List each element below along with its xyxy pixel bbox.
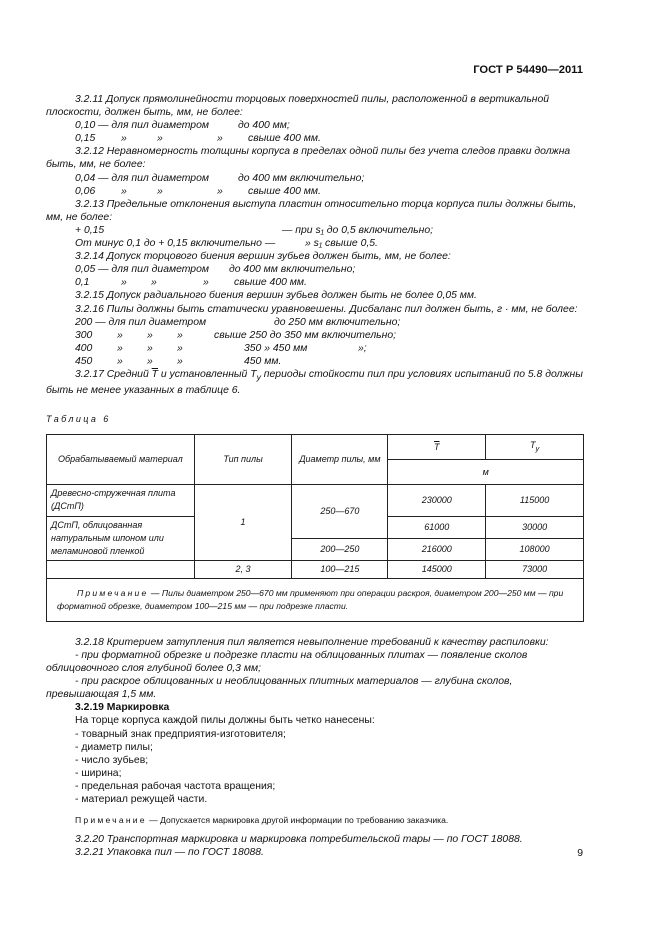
- table-row-4-Ty: 73000: [486, 560, 584, 578]
- marking-note: Примечание — Допускается маркировка другой информации по требованию заказчика.: [75, 815, 449, 826]
- clause-3-2-11-row2: 0,15 » » » свыше 400 мм.: [75, 133, 321, 145]
- table-6: [46, 434, 584, 622]
- clause-3-2-20: 3.2.20 Транспортная маркировка и маркировка потребительской тары — по ГОСТ 18088.: [75, 834, 523, 846]
- clause-3-2-19-title: 3.2.19 Маркировка: [75, 702, 170, 714]
- th-T: $\overline{T}$: [388, 435, 486, 460]
- marking-item: - ширина;: [75, 767, 122, 779]
- th-material: Обрабатываемый материал: [47, 435, 195, 485]
- table-row-4-T: 145000: [388, 560, 486, 578]
- clause-3-2-13: 3.2.13 Предельные отклонения выступа пластин относительно торца корпуса пилы должны быть, мм, не более:: [46, 198, 577, 223]
- table-diameter-200-250: 200—250: [292, 538, 388, 560]
- clause-3-2-18-bullet1: - при форматной обрезке и подрезке пласти на облицованных плитах — появление сколов облицовочного слоя глубиной более 0,3 мм;: [46, 649, 528, 675]
- marking-intro: На торце корпуса каждой пилы должны быть четко нанесены:: [75, 715, 375, 727]
- table-type-1: 1: [194, 485, 292, 560]
- clause-3-2-17: 3.2.17 Средний $\overline{T}$ и установленный $T_у$ периоды стойкости пил при условиях испытаний по 5.8 должны быть не менее указанных в таблице 6.: [46, 368, 583, 397]
- marking-item: - число зубьев;: [75, 754, 149, 766]
- table-row-2-Ty: 30000: [486, 516, 584, 538]
- table-row-3-T: 216000: [388, 538, 486, 560]
- table-row-3-Ty: 108000: [486, 538, 584, 560]
- clause-3-2-16-row3: 400 » » » 350 » 450 мм »;: [75, 342, 367, 354]
- clause-3-2-16: 3.2.16 Пилы должны быть статически уравновешены. Дисбаланс пил должен быть, г · мм, не более:: [75, 303, 578, 315]
- table-row-1-T: 230000: [388, 485, 486, 516]
- page-number: 9: [577, 848, 583, 859]
- clause-3-2-14-row2: 0,1 » » » свыше 400 мм.: [75, 277, 307, 289]
- marking-item: - диаметр пилы;: [75, 741, 153, 753]
- document-header: ГОСТ Р 54490—2011: [473, 64, 583, 76]
- clause-3-2-16-row4: 450 » » » 450 мм.: [75, 355, 282, 367]
- clause-3-2-14-row1: 0,05 — для пил диаметром до 400 мм включительно;: [75, 264, 356, 276]
- clause-3-2-13-row1: + 0,15 — при s₁ до 0,5 включительно;: [75, 224, 434, 236]
- marking-item: - предельная рабочая частота вращения;: [75, 780, 276, 792]
- clause-3-2-12-row2: 0,06 » » » свыше 400 мм.: [75, 185, 321, 197]
- clause-3-2-13-row2: От минус 0,1 до + 0,15 включительно — » s₁ свыше 0,5.: [75, 238, 378, 250]
- table-row-2-material: ДСтП, облицованная натуральным шпоном или меламиновой пленкой: [47, 516, 195, 560]
- table-type-2-3: 2, 3: [194, 560, 292, 578]
- table-diameter-250-670: 250—670: [292, 485, 388, 538]
- clause-3-2-16-row2: 300 » » » свыше 250 до 350 мм включительно;: [75, 329, 397, 341]
- clause-3-2-18-bullet2: - при раскрое облицованных и необлицованных плитных материалов — глубина сколов, превышающая 1,5 мм.: [46, 676, 513, 701]
- clause-3-2-21: 3.2.21 Упаковка пил — по ГОСТ 18088.: [75, 847, 264, 859]
- table-row-1-Ty: 115000: [486, 485, 584, 516]
- table-row-2-T: 61000: [388, 516, 486, 538]
- clause-3-2-14: 3.2.14 Допуск торцового биения вершин зубьев должен быть, мм, не более:: [75, 251, 451, 263]
- clause-3-2-16-row1: 200 — для пил диаметром до 250 мм включительно;: [75, 316, 401, 328]
- table-diameter-100-215: 100—215: [292, 560, 388, 578]
- page-content: [46, 93, 584, 859]
- clause-3-2-11: 3.2.11 Допуск прямолинейности торцовых поверхностей пилы, расположенной в вертикальной плоскости, должен быть, мм, не более:: [46, 94, 550, 119]
- table-row-4-material: [47, 560, 195, 578]
- clause-3-2-12: 3.2.12 Неравномерность толщины корпуса в пределах одной пилы без учета следов правки должна быть, мм, не более:: [46, 146, 571, 171]
- marking-item: - материал режущей части.: [75, 794, 208, 806]
- th-type: Тип пилы: [194, 435, 292, 485]
- clause-3-2-11-row1: 0,10 — для пил диаметром до 400 мм;: [75, 120, 290, 132]
- th-Ty: $T_у$: [486, 435, 584, 460]
- th-diameter: Диаметр пилы, мм: [292, 435, 388, 485]
- table-caption: Таблица 6: [46, 414, 111, 425]
- clause-3-2-12-row1: 0,04 — для пил диаметром до 400 мм включительно;: [75, 172, 365, 184]
- th-unit: м: [388, 460, 584, 485]
- marking-item: - товарный знак предприятия-изготовителя;: [75, 728, 286, 740]
- table-note: Примечание — Пилы диаметром 250—670 мм применяют при операции раскроя, диаметром 200—250 мм — при форматной обрезке, диаметром 100—215 мм — при подрезке пласти.: [47, 578, 584, 621]
- table-row-1-material: Древесно-стружечная плита (ДСтП): [47, 485, 195, 516]
- clause-3-2-15: 3.2.15 Допуск радиального биения вершин зубьев должен быть не более 0,05 мм.: [75, 290, 477, 302]
- clause-3-2-18: 3.2.18 Критерием затупления пил является невыполнение требований к качеству распиловки:: [75, 636, 549, 648]
